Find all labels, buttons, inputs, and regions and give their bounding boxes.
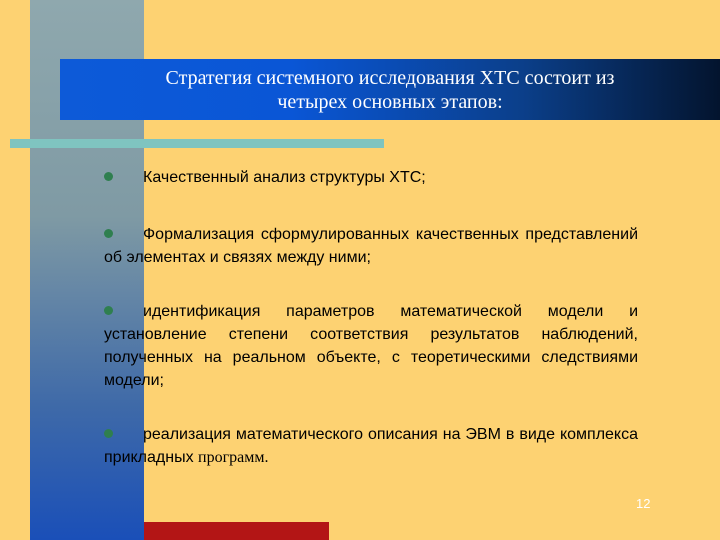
list-item (104, 166, 638, 189)
bottom-accent-bar (144, 522, 329, 540)
list-item-text: Формализация сформулированных качественных представлений об элементах и связях между ними; (104, 226, 638, 266)
slide-title (60, 59, 720, 120)
accent-rule (10, 139, 384, 148)
bullet-list (104, 166, 638, 469)
list-item (104, 423, 638, 469)
list-item (104, 223, 638, 269)
bullet-icon (104, 229, 113, 238)
bullet-icon (104, 172, 113, 181)
list-item-text: Качественный анализ структуры ХТС; (143, 169, 426, 186)
slide-title-line-2: четырех основных этапов: (277, 90, 503, 113)
list-item-text: идентификация параметров математической модели и установление степени соответствия результатов наблюдений, полученных на реальном объекте, с теоретическими следствиями модели; (104, 303, 638, 389)
list-item-text: реализация математического описания на ЭВМ в виде комплекса прикладных (104, 426, 638, 466)
left-background-band (0, 0, 30, 540)
bullet-icon (104, 306, 113, 315)
page-number: 12 (636, 496, 651, 511)
list-item (104, 300, 638, 392)
bullet-icon (104, 429, 113, 438)
slide-title-line-1: Стратегия системного исследования ХТС состоит из (165, 66, 615, 89)
list-item-text-tail: программ. (198, 449, 269, 466)
